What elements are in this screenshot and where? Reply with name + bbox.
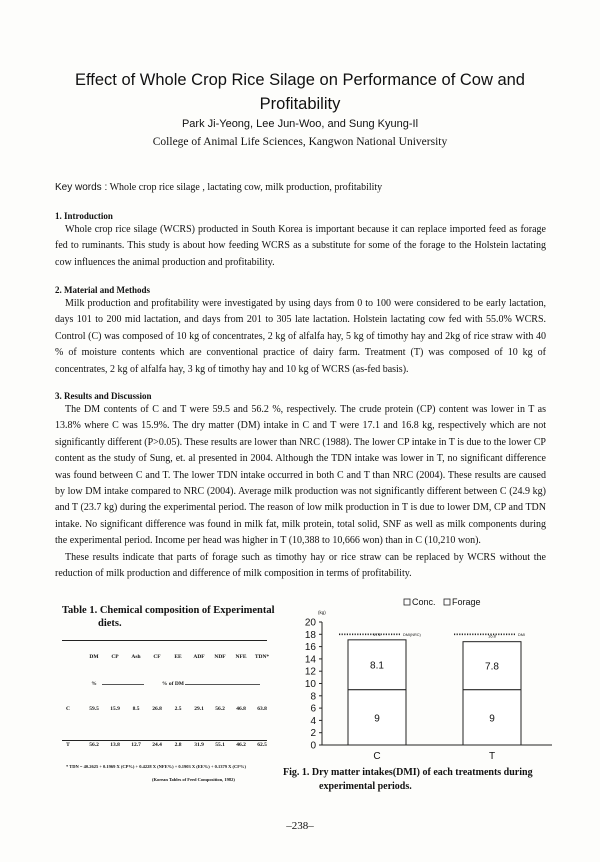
table-cell: 12.7 [131,742,141,748]
x-category-label: C [373,751,381,762]
table-header-cell: EE [174,654,182,660]
keywords-text: Whole crop rice silage , lactating cow, milk production, profitability [109,182,383,193]
figure-caption-line-2: experimental periods. [319,781,412,792]
figure-caption-line-1: Fig. 1. Dry matter intakes(DMI) of each treatments during [283,767,533,778]
chart-layer [305,597,552,762]
section-heading-results: 3. Results and Discussion [55,391,152,401]
section-heading-methods: 2. Material and Methods [55,285,150,295]
reference-label: DMI(NRC) [403,632,421,637]
table-row-label: T [66,742,70,748]
figure-caption [283,766,548,794]
title-line-2: Profitability [259,95,341,113]
y-tick-label: 20 [304,617,316,629]
legend-swatch [444,599,450,605]
table-cell: 56.2 [215,706,225,712]
table-header-cell: CP [111,654,119,660]
table-cell: 2.8 [174,742,182,748]
table-unit-rule-1 [102,684,144,685]
table-header-cell: CF [153,654,161,660]
bar-value-label: 7.8 [485,661,499,673]
table-cell: 8.5 [132,706,140,712]
paragraph: The DM contents of C and T were 59.5 and 56.2 %, respectively. The crude protein (CP) content was lower in T as 13.8% where C was 15.9%. The dry matter (DM) intake in C and T were 17.1 and 16.8 kg, respectively which are not significantly different (P>0.05). These results are lower than NRC (1988). The lower CP intake in T is due to the lower CP content as the study of Sung, et. al presented in 2004. Although the TDN intake was lower in T, no significant difference was found between C and T. The lower TDN intake occurred in both C and T than NRC (2004). These results are caused by low DM intake compared to NRC (2004). Average milk production was not significantly different between C (24.9 kg) and T (23.7 kg) during the experimental period. The reason of low milk production in T is due to lower DM, CP and TDN intake. No significant difference was found in milk fat, milk protein, total solid, SNF as well as milk components during the experimental period. Income per head was higher in T (10,388 to 10,666 won) than in C (10,210 won). [55,404,546,547]
y-tick-label: 8 [310,691,316,703]
table-unit-cell: % of DM [162,681,184,687]
legend-swatch [404,599,410,605]
table-header-cell: ADF [193,654,205,660]
table-header-cell: TDN* [254,654,270,660]
table-cell: 46.8 [236,706,246,712]
bar-value-label: 9 [374,713,380,725]
table-header-cell: NDF [214,654,226,660]
paragraph: Milk production and profitability were investigated by using days from 0 to 100 were considered to be early lactation, days 101 to 200 mid lactation, and days from 201 to 305 late lactation. Holstein lactating cow fed with 55.0% WCRS. Control (C) was composed of 10 kg of concentrates, 2 kg of alfalfa hay, 5 kg of timothy hay and 2kg of rice straw with 40 % of moisture contents which are conventional practice of dairy farm. Treatment (T) was composed of 10 kg of concentrates, 2 kg of alfalfa hay, 3 kg of timothy hay and 10 kg of WCRS (as-fed basis). [55,298,546,375]
table-cell: 56.2 [89,742,99,748]
table-title-line-2: diets. [98,618,122,629]
y-tick-label: 6 [310,703,316,715]
bar-total-label: 17.1 [373,631,381,637]
paragraph: Whole crop rice silage (WCRS) producted in South Korea is important because it can replace imported feed as forage fed to ruminants. This study is about how feeding WCRS as a substitute for some of the forage to the Holstein lactating cow influences the animal production and profitability. [55,224,546,268]
authors: Park Ji-Yeong, Lee Jun-Woo, and Sung Kyung-Il [181,118,419,130]
y-tick-label: 16 [304,642,316,654]
table-unit-rule-2 [185,684,260,685]
bar-value-label: 8.1 [370,660,384,672]
y-tick-label: 10 [304,679,316,690]
table-cell: 31.9 [194,742,204,748]
table-source: (Korean Tables of Feed Composition, 1982) [152,777,235,782]
table-cell: 26.8 [152,706,162,712]
y-axis-unit: (kg) [318,610,326,615]
section-heading-introduction: 1. Introduction [55,211,113,221]
reference-label: DMI [518,632,525,637]
dmi-chart [290,592,560,764]
y-tick-label: 14 [304,654,316,666]
y-tick-label: 12 [304,666,316,678]
y-tick-label: 18 [304,629,316,641]
table-cell: 15.9 [110,706,120,712]
affiliation: College of Animal Life Sciences, Kangwon National University [152,136,448,148]
table-title-line-1: Table 1. Chemical composition of Experimental [62,605,275,616]
legend-label: Conc. [412,597,436,607]
table-header-cell: DM [89,654,99,660]
table-cell: 13.8 [110,742,120,748]
y-tick-label: 0 [310,740,316,752]
bar-value-label: 9 [489,713,495,725]
table-cell: 2.5 [174,706,182,712]
table-bottom-rule [62,740,267,741]
table-header-cell: Ash [131,654,141,660]
legend-label: Forage [452,597,481,607]
title-line-1: Effect of Whole Crop Rice Silage on Performance of Cow and [74,71,525,89]
table-top-rule [62,640,267,641]
table-cell: 29.1 [194,706,204,712]
y-tick-label: 4 [310,715,316,727]
table-row-label: C [66,706,70,712]
paragraph: These results indicate that parts of forage such as timothy hay or rice straw can be replaced by WCRS without the reduction of milk production and difference of milk composition in terms of profitability. [55,551,546,580]
keywords-label: Key words : [55,182,108,193]
table-footnote: * TDN = 40.2625 + 0.1969 X (CP%) + 0.4228 X (NFE%) + 0.1903 X (EE%) + 0.1379 X (CF%) [66,764,246,769]
x-category-label: T [488,751,496,762]
y-tick-label: 2 [310,728,316,740]
page-number: –238– [286,820,314,832]
bar-total-label: 16.8 [488,633,496,639]
table-cell: 62.5 [257,742,267,748]
table-cell: 55.1 [215,742,225,748]
table-cell: 24.4 [152,742,162,748]
table-cell: 59.5 [89,706,99,712]
table-cell: 63.8 [257,706,267,712]
table-unit-cell: % [91,681,97,687]
table-header-cell: NFE [235,654,247,660]
table-cell: 46.2 [236,742,246,748]
